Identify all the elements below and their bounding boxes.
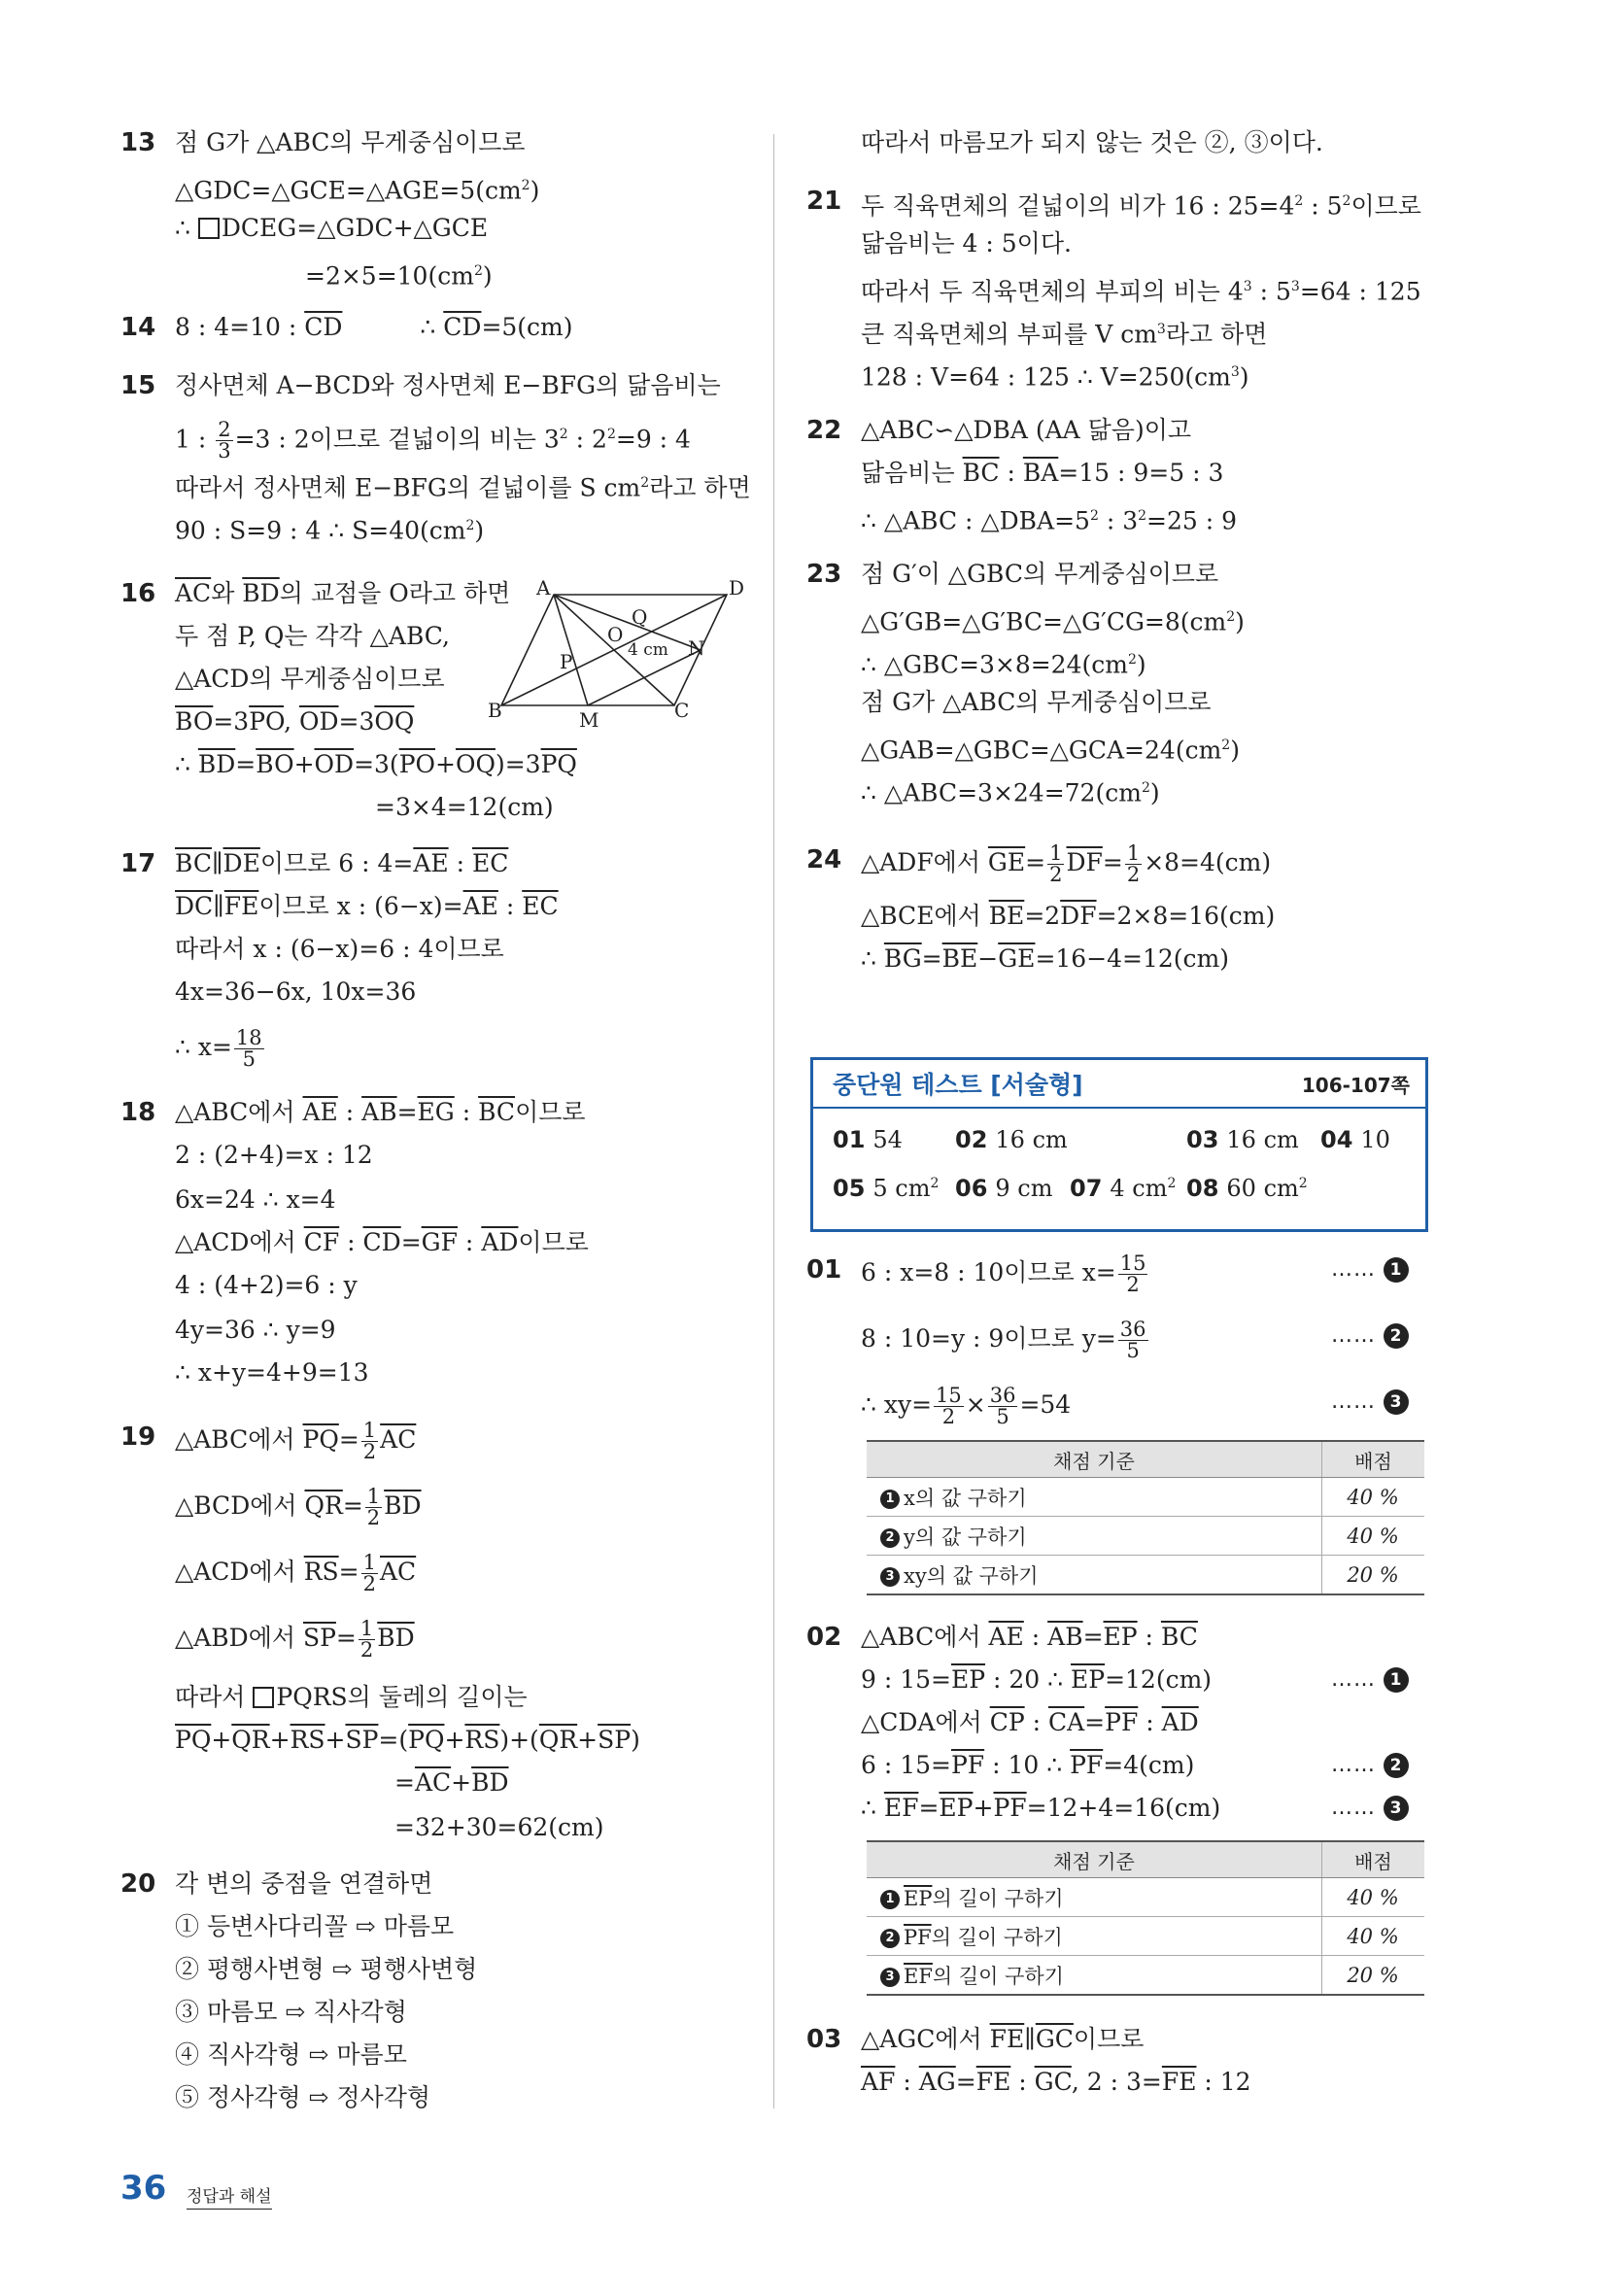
text-line: 90 : S=9 : 4 ∴ $S=40(cm^2)$ (175, 516, 485, 545)
test-box-header (813, 1060, 1425, 1109)
text-line: 따라서 정사면체 E−BFG의 겉넓이를 S $cm^2$라고 하면 (175, 473, 751, 502)
fraction: $\frac{1}{2}$ (359, 1617, 374, 1662)
list-item: ④ 직사각형 ⇨ 마름모 (175, 2040, 407, 2069)
scoring-table (867, 1840, 1424, 1996)
point-label-a: A (536, 576, 551, 600)
text-line: 9 : $15=\overline{EP}$ : 20 ∴ $\overline{EP}=12(cm)$ (861, 1665, 1213, 1694)
text-line: 두 직육면체의 겉넓이의 비가 16 : $25=4^2$ : $5^2$이므로 (861, 191, 1421, 221)
table-row: 1 $\overline{EP}$의 길이 구하기 40 % (867, 1878, 1424, 1917)
text-line: △AGC에서 $\overline{FE}\parallel\overline{GC}$이므로 (861, 2025, 1145, 2053)
text-line: △BCD에서 $\overline{QR}=$ $\frac{1}{2}$ $\overline{BD}$ (175, 1485, 422, 1529)
text-line: 점 G′이 △GBC의 무게중심이므로 (861, 560, 1219, 588)
problem-number: 01 (806, 1255, 842, 1285)
text-line: △ABC∽△DBA (AA 닮음)이고 (861, 416, 1191, 444)
parallelogram-diagram (488, 576, 746, 733)
text-line: 6 : $15=\overline{PF}$ : 10 ∴ $\overline{PF}=4(cm)$ (861, 1751, 1195, 1779)
answer-item: 02 16 cm (955, 1126, 1068, 1153)
fraction: $\frac{1}{2}$ (362, 1551, 376, 1595)
problem-number: 19 (120, 1422, 156, 1452)
fraction: $\frac{1}{2}$ (366, 1485, 381, 1529)
text-line: 점 G가 △ABC의 무게중심이므로 (861, 688, 1212, 716)
fraction: $\frac{1}{2}$ (362, 1419, 377, 1463)
text-line: =3×4=12(cm) (375, 793, 554, 821)
text-line: △BCE에서 $\overline{BE}=2\overline{DF}=2\times 8=16(cm)$ (861, 902, 1276, 930)
list-item: ① 등변사다리꼴 ⇨ 마름모 (175, 1912, 455, 1940)
text-line: 4y=36 ∴ y=9 (175, 1316, 336, 1344)
fraction: $\frac{2}{3}$ (218, 418, 231, 463)
table-row: 3 $\overline{EF}$의 길이 구하기 20 % (867, 1956, 1424, 1996)
text-line: 각 변의 중점을 연결하면 (175, 1869, 433, 1898)
point-label-o: O (607, 623, 624, 646)
text-line: 4x=36−6x, 10x=36 (175, 977, 417, 1006)
text-line: △ACD에서 $\overline{CF}$ : $\overline{CD}=\overline{GF}$ : $\overline{AD}$이므로 (175, 1228, 589, 1256)
footer-label: 정답과 해설 (187, 2182, 272, 2210)
text-line: $=2\times 5=10(cm^2)$ (305, 261, 493, 291)
text-line: ∴ $\triangle GBC=3\times 8=24(cm^2)$ (861, 650, 1146, 679)
point-label-m: M (579, 708, 599, 732)
text-line: $=\overline{AC}+\overline{BD}$ (394, 1768, 509, 1797)
problem-number: 13 (120, 128, 156, 157)
problem-number: 22 (806, 416, 842, 445)
step-1-icon: 1 (1384, 1667, 1409, 1693)
text-line: 2 : (2+4)=x : 12 (175, 1141, 373, 1169)
text-line: 따라서 마름모가 되지 않는 것은 ②, ③이다. (861, 128, 1323, 156)
text-line: $\triangle G'GB=\triangle G'BC=\triangle G'CG=8(cm^2)$ (861, 607, 1245, 636)
step-2-icon: 2 (880, 1528, 900, 1548)
fraction: $\frac{15}{2}$ (1119, 1251, 1146, 1296)
fraction: $\frac{18}{5}$ (235, 1026, 262, 1071)
table-header: 배점 (1322, 1841, 1425, 1878)
text-line: $\triangle GDC=\triangle GCE=\triangle AGE=5(cm^2)$ (175, 176, 540, 205)
step-1-icon: 1 (1384, 1257, 1409, 1283)
text-line: 따라서 x : (6−x)=6 : 4이므로 (175, 935, 504, 963)
text-line: $\overline{PQ}+\overline{QR}+\overline{RS}+\overline{SP}=(\overline{PQ}+\overline{RS})+(\overline{QR}+\overline{SP})$ (175, 1726, 640, 1754)
point-label-q: Q (632, 605, 648, 629)
answer-item: 07 4 $cm^2$ (1070, 1175, 1177, 1202)
text-line: ∴ $\overline{BD}=\overline{BO}+\overline{OD}=3(\overline{PO}+\overline{OQ})=3\overline{PQ}$ (175, 750, 577, 778)
table-row: 2 $\overline{PF}$의 길이 구하기 40 % (867, 1917, 1424, 1956)
length-label: 4 cm (628, 640, 668, 660)
problem-number: 17 (120, 849, 156, 878)
test-answer-box (810, 1057, 1428, 1232)
text-line: ∴ $\triangle ABC=3\times 24=72(cm^2)$ (861, 778, 1160, 807)
point-label-d: D (729, 576, 745, 600)
step-2-icon: 2 (1384, 1323, 1409, 1349)
table-header: 채점 기준 (867, 1441, 1322, 1478)
text-line: △ACD에서 $\overline{RS}=$ $\frac{1}{2}$ $\overline{AC}$ (175, 1551, 417, 1595)
text-line: 128 : V=64 : 125 ∴ $V=250(cm^3)$ (861, 362, 1249, 392)
answer-item: 06 9 cm (955, 1175, 1053, 1202)
text-line: $\overline{BC}\parallel\overline{DE}$이므로 6 : $4=\overline{AE}$ : $\overline{EC}$ (175, 849, 509, 877)
text-line: 6 : x=8 : 10이므로 x= $\frac{15}{2}$ (861, 1251, 1146, 1296)
table-header: 채점 기준 (867, 1841, 1322, 1878)
test-pages: 106-107쪽 (1301, 1074, 1410, 1097)
problem-number: 03 (806, 2025, 842, 2054)
problem-number: 14 (120, 313, 156, 342)
fraction: $\frac{1}{2}$ (1049, 841, 1063, 886)
step-1-icon: 1 (880, 1490, 900, 1509)
text-line: 큰 직육면체의 부피를 V $cm^3$라고 하면 (861, 320, 1268, 349)
text-line: $\overline{AF}$ : $\overline{AG}=\overline{FE}$ : $\overline{GC}$, 2 : $3=\overline{FE}$ : 12 (861, 2068, 1251, 2096)
problem-number: 20 (120, 1869, 156, 1899)
text-line: 1 : $\frac{2}{3}$ =3 : 2이므로 겉넓이의 비는 $3^2$ : $2^2=9$ : 4 (175, 418, 691, 463)
text-line: 따라서 두 직육면체의 부피의 비는 $4^3$ : $5^3=64$ : 125 (861, 277, 1421, 306)
problem-number: 24 (806, 845, 842, 874)
point-label-b: B (488, 699, 502, 722)
list-item: ⑤ 정사각형 ⇨ 정사각형 (175, 2083, 430, 2111)
step-marker: …… 1 (1331, 1253, 1409, 1286)
text-line: ∴ $\overline{EF}=\overline{EP}+\overline{PF}=12+4=16(cm)$ (861, 1794, 1221, 1822)
text-line: 두 점 P, Q는 각각 △ABC, (175, 622, 450, 650)
step-3-icon: 3 (1384, 1389, 1409, 1415)
text-line: △ABC에서 $\overline{AE}$ : $\overline{AB}=\overline{EG}$ : $\overline{BC}$이므로 (175, 1098, 586, 1126)
fraction: $\frac{1}{2}$ (1126, 841, 1141, 886)
answer-item: 04 10 (1320, 1126, 1390, 1153)
table-header: 배점 (1322, 1441, 1425, 1478)
text-line: 6x=24 ∴ x=4 (175, 1185, 336, 1214)
step-3-icon: 3 (1384, 1796, 1409, 1821)
step-2-icon: 2 (1384, 1753, 1409, 1778)
text-line: $\triangle GAB=\triangle GBC=\triangle GCA=24(cm^2)$ (861, 736, 1240, 765)
scoring-table (867, 1440, 1424, 1595)
problem-number: 02 (806, 1623, 842, 1652)
fraction: $\frac{36}{5}$ (1119, 1318, 1146, 1362)
text-line: $\overline{DC}\parallel\overline{FE}$이므로 x : $(6-x)=\overline{AE}$ : $\overline{EC}$ (175, 892, 559, 920)
step-1-icon: 1 (880, 1890, 900, 1909)
page-number: 36 (120, 2169, 167, 2208)
table-row: 3 xy의 값 구하기 20 % (867, 1556, 1424, 1595)
point-label-p: P (560, 650, 573, 673)
step-marker: …… 3 (1331, 1792, 1409, 1825)
square-symbol (198, 218, 220, 239)
list-item: ② 평행사변형 ⇨ 평행사변형 (175, 1955, 478, 1983)
text-line: △ABC에서 $\overline{AE}$ : $\overline{AB}=\overline{EP}$ : $\overline{BC}$ (861, 1623, 1198, 1651)
step-marker: …… 3 (1331, 1386, 1409, 1419)
text-line: 닮음비는 $\overline{BC}$ : $\overline{BA}=15$ : 9=5 : 3 (861, 459, 1224, 487)
fraction: $\frac{36}{5}$ (989, 1384, 1016, 1428)
text-line: 점 G가 △ABC의 무게중심이므로 (175, 128, 526, 156)
text-line: △ACD의 무게중심이므로 (175, 665, 445, 693)
text-line: ∴ x+y=4+9=13 (175, 1358, 369, 1387)
text-line: △ABD에서 $\overline{SP}=$ $\frac{1}{2}$ $\overline{BD}$ (175, 1617, 415, 1662)
text-line: =32+30=62(cm) (394, 1813, 604, 1841)
problem-number: 18 (120, 1098, 156, 1127)
step-3-icon: 3 (880, 1567, 900, 1587)
text-line: 8 : 10=y : 9이므로 y= $\frac{36}{5}$ (861, 1318, 1146, 1362)
text-line: ∴ △ABC : $\triangle DBA=5^2$ : $3^2=25$ : 9 (861, 506, 1238, 535)
column-divider (773, 134, 774, 2108)
step-3-icon: 3 (880, 1968, 900, 1987)
point-label-n: N (688, 636, 705, 660)
answer-item: 08 60 $cm^2$ (1186, 1175, 1308, 1202)
text-line: 정사면체 A−BCD와 정사면체 E−BFG의 닮음비는 (175, 371, 721, 399)
text-line: $\overline{AC}$와 $\overline{BD}$의 교점을 O라고 하면 (175, 579, 511, 607)
step-marker: …… 2 (1331, 1319, 1409, 1353)
point-label-c: C (674, 699, 690, 722)
text-line: $\overline{BO}=3\overline{PO}$, $\overline{OD}=3\overline{OQ}$ (175, 707, 415, 736)
problem-number: 15 (120, 371, 156, 400)
text-line: 8 : 4=10 : $\overline{CD}$ ∴ $\overline{CD}=5(cm)$ (175, 313, 573, 341)
text-line: ∴ xy= $\frac{15}{2}$ × $\frac{36}{5}$ =54 (861, 1384, 1072, 1428)
text-line: 닮음비는 4 : 5이다. (861, 229, 1072, 257)
text-line: 따라서 PQRS의 둘레의 길이는 (175, 1683, 528, 1711)
test-title: 중단원 테스트 [서술형] (833, 1071, 1083, 1099)
text-line: ∴ DCEG=△GDC+△GCE (175, 214, 489, 242)
table-row: 2 y의 값 구하기 40 % (867, 1517, 1424, 1556)
problem-number: 21 (806, 187, 842, 216)
fraction: $\frac{15}{2}$ (936, 1384, 962, 1428)
answer-item: 03 16 cm (1186, 1126, 1299, 1153)
square-symbol (253, 1687, 274, 1708)
table-row: 1 x의 값 구하기 40 % (867, 1478, 1424, 1517)
text-line: △ABC에서 $\overline{PQ}=$ $\frac{1}{2}$ $\overline{AC}$ (175, 1419, 417, 1463)
list-item: ③ 마름모 ⇨ 직사각형 (175, 1998, 407, 2026)
step-2-icon: 2 (880, 1929, 900, 1948)
text-line: ∴ x= $\frac{18}{5}$ (175, 1026, 262, 1071)
problem-number: 16 (120, 579, 156, 608)
problem-number: 23 (806, 560, 842, 589)
answer-item: 01 54 (833, 1126, 903, 1153)
step-marker: …… 1 (1331, 1663, 1409, 1696)
step-marker: …… 2 (1331, 1749, 1409, 1782)
answer-item: 05 5 $cm^2$ (833, 1175, 940, 1202)
text-line: ∴ $\overline{BG}=\overline{BE}-\overline{GE}=16-4=12(cm)$ (861, 944, 1230, 973)
text-line: 4 : (4+2)=6 : y (175, 1271, 358, 1299)
text-line: △ADF에서 $\overline{GE}=$ $\frac{1}{2}$ $\overline{DF}=$ $\frac{1}{2}$ ×8=4(cm) (861, 841, 1272, 886)
text-line: △CDA에서 $\overline{CP}$ : $\overline{CA}=\overline{PF}$ : $\overline{AD}$ (861, 1708, 1199, 1736)
